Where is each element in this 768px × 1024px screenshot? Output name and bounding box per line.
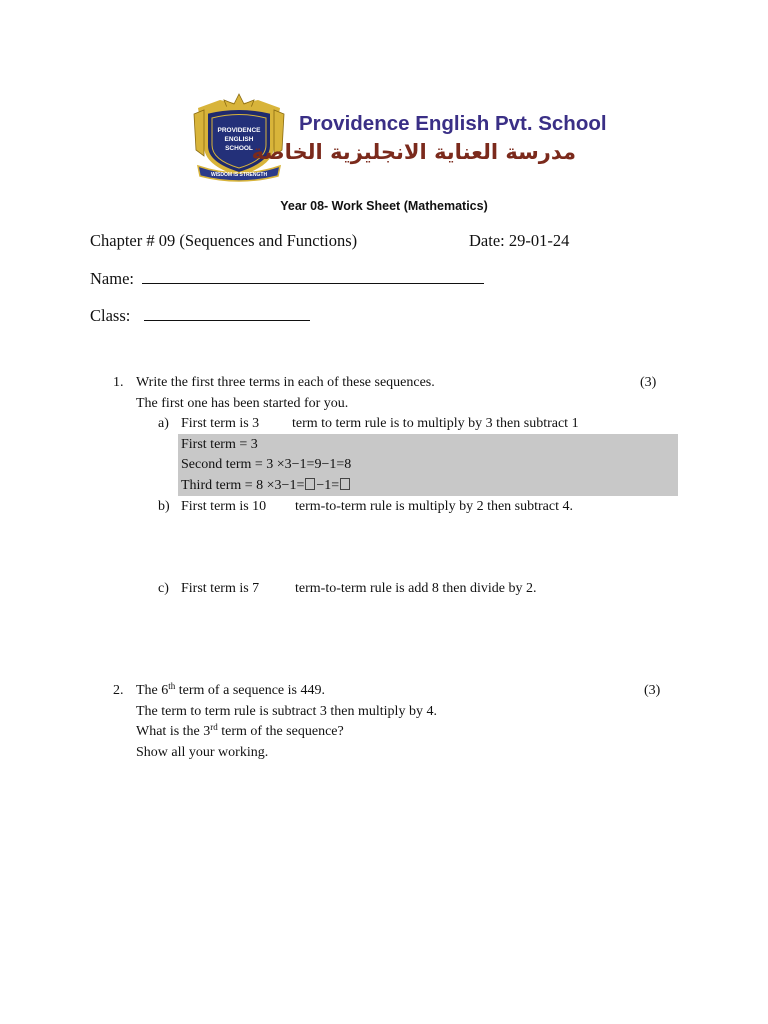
class-row xyxy=(90,306,310,326)
crest-text-mid: ENGLISH xyxy=(224,136,254,143)
q1a-first-term: First term is 3 xyxy=(181,416,260,431)
school-logo xyxy=(192,90,607,182)
school-name-english: Providence English Pvt. School xyxy=(299,112,607,135)
q1-line1: Write the first three terms in each of these sequences. xyxy=(136,375,435,390)
q2-line3-end: term of the sequence? xyxy=(217,724,344,739)
q1-line2: The first one has been started for you. xyxy=(136,396,349,411)
q1c-rule: term-to-term rule is add 8 then divide by 2. xyxy=(295,581,537,596)
q1a-work-line3-start: Third term = 8 ×3−1= xyxy=(181,478,305,493)
school-crest-icon xyxy=(192,90,286,182)
q1a-work-line2: Second term = 3 ×3−1=9−1=8 xyxy=(181,457,352,472)
chapter-title: Chapter # 09 (Sequences and Functions) xyxy=(90,231,358,250)
q1c-label: c) xyxy=(158,581,169,596)
worksheet-subtitle: Year 08- Work Sheet (Mathematics) xyxy=(280,199,488,213)
q1a-work-line1: First term = 3 xyxy=(181,437,258,452)
q1a-work-line3-mid: −1= xyxy=(316,478,340,493)
q1b-rule: term-to-term rule is multiply by 2 then subtract 4. xyxy=(295,499,573,514)
name-label: Name: xyxy=(90,269,134,288)
crest-text-bottom: SCHOOL xyxy=(225,145,253,152)
answer-box-1[interactable] xyxy=(305,478,315,490)
worksheet-date: Date: 29-01-24 xyxy=(469,231,570,250)
q2-line2: The term to term rule is subtract 3 then multiply by 4. xyxy=(136,704,437,719)
q1a-work-line3 xyxy=(181,478,351,494)
q1a-label: a) xyxy=(158,416,169,431)
q2-line3 xyxy=(136,724,344,740)
q1b-first-term: First term is 10 xyxy=(181,499,267,514)
q2-number: 2. xyxy=(113,683,124,698)
crest-text-top: PROVIDENCE xyxy=(217,127,261,134)
class-label: Class: xyxy=(90,306,131,325)
q1a-rule: term to term rule is to multiply by 3 then subtract 1 xyxy=(292,416,579,431)
q2-line1 xyxy=(136,683,325,699)
school-name-arabic: مدرسة العناية الانجليزية الخاصة xyxy=(251,140,576,164)
q2-line1-start: The 6 xyxy=(136,683,169,698)
crest-motto: WISDOM IS STRENGTH xyxy=(210,172,268,178)
q2-line3-sup: rd xyxy=(210,722,218,732)
q1b-label: b) xyxy=(158,499,170,514)
q1c-first-term: First term is 7 xyxy=(181,581,260,596)
q1-marks: (3) xyxy=(640,375,657,390)
q2-line3-start: What is the 3 xyxy=(136,724,211,739)
q2-line4: Show all your working. xyxy=(136,745,269,760)
name-blank[interactable] xyxy=(142,269,484,284)
q2-line1-sup: th xyxy=(168,681,176,691)
class-blank[interactable] xyxy=(144,306,310,321)
q2-marks: (3) xyxy=(644,683,661,698)
name-row xyxy=(90,269,484,289)
q2-line1-end: term of a sequence is 449. xyxy=(175,683,325,698)
q1-number: 1. xyxy=(113,375,124,390)
answer-box-2[interactable] xyxy=(340,478,350,490)
